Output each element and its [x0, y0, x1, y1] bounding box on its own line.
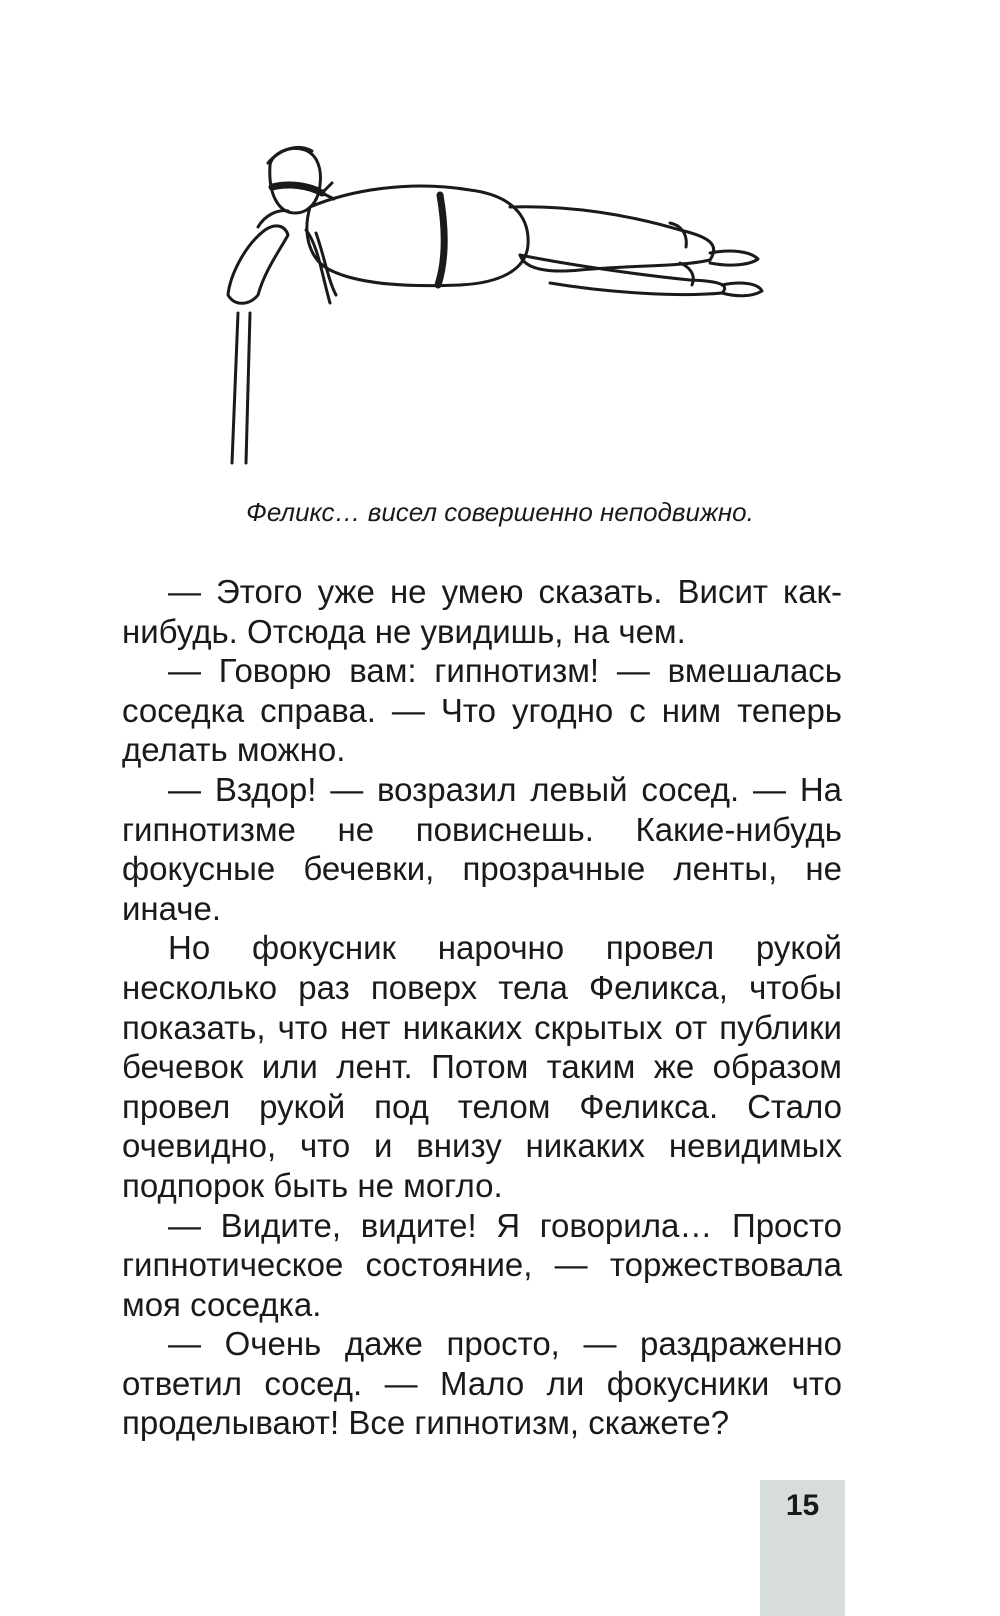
- feet: [710, 251, 762, 296]
- paragraph: — Говорю вам: гипнотизм! — вмешалась соседка справа. — Что угодно с ним теперь делать можно.: [122, 652, 842, 769]
- body-text: [122, 572, 842, 1443]
- torso: [307, 186, 528, 286]
- page-number-tab: [760, 1480, 845, 1616]
- legs: [510, 207, 714, 271]
- page-number: 15: [785, 1489, 820, 1522]
- paragraph: — Вздор! — возразил левый сосед. — На гипнотизме не повиснешь. Какие-нибудь фокусные бечевки, прозрачные ленты, не иначе.: [122, 770, 842, 927]
- paragraph: — Видите, видите! Я говорила… Просто гипнотическое состояние, — торжествовала моя соседка.: [122, 1206, 842, 1323]
- belt: [438, 195, 444, 285]
- head: [270, 148, 321, 213]
- paragraph: Но фокусник нарочно провел рукой несколько раз поверх тела Феликса, чтобы показать, что нет никаких скрытых от публики бечевок или лент. Потом таким же образом провел рукой под телом Феликса. Стало очевидно, что и внизу никаких невидимых подпорок быть не могло.: [122, 929, 842, 1204]
- tie: [306, 230, 336, 303]
- paragraph: — Этого уже не умею сказать. Висит как-нибудь. Отсюда не увидишь, на чем.: [122, 573, 842, 650]
- blindfold: [272, 185, 322, 193]
- levitating-figure-illustration: [210, 135, 770, 480]
- pole: [232, 313, 238, 463]
- paragraph: — Очень даже просто, — раздраженно ответил сосед. — Мало ли фокусники что проделывают! Все гипнотизм, скажете?: [122, 1325, 842, 1442]
- illustration-caption: Феликс… висел совершенно неподвижно.: [246, 497, 754, 527]
- arm: [228, 226, 288, 303]
